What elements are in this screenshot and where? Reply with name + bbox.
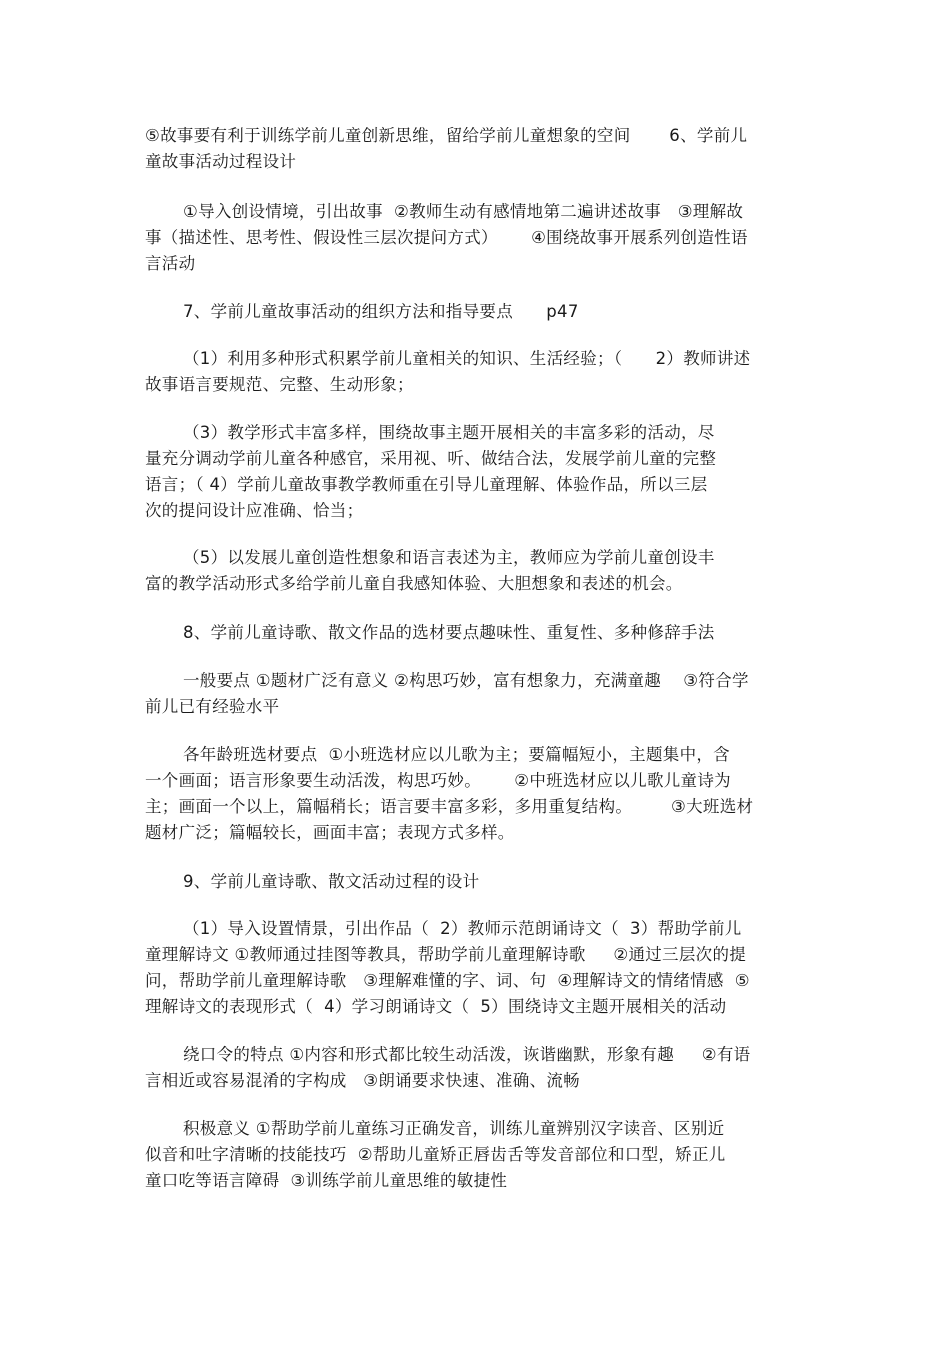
- text-line: 言相近或容易混淆的字构成 ③朗诵要求快速、准确、流畅: [145, 1071, 580, 1090]
- text-line: 童口吃等语言障碍 ③训练学前儿童思维的敏捷性: [145, 1171, 508, 1190]
- text-line: 一般要点 ①题材广泛有意义 ②构思巧妙，富有想象力，充满童趣 ③符合学: [183, 671, 749, 690]
- text-line: 次的提问设计应准确、恰当；: [145, 501, 364, 520]
- text-line: 主；画面一个以上，篇幅稍长；语言要丰富多彩，多用重复结构。 ③大班选材: [145, 797, 754, 816]
- text-line: 前儿已有经验水平: [145, 697, 280, 716]
- text-line: （1）导入设置情景，引出作品（ 2）教师示范朗诵诗文（ 3）帮助学前儿: [183, 919, 742, 938]
- text-line: 各年龄班选材要点 ①小班选材应以儿歌为主；要篇幅短小，主题集中，含: [183, 745, 730, 764]
- text-line: （5）以发展儿童创造性想象和语言表述为主，教师应为学前儿童创设丰: [183, 548, 715, 567]
- text-line: 一个画面；语言形象要生动活泼，构思巧妙。 ②中班选材应以儿歌儿童诗为: [145, 771, 731, 790]
- section-heading: 8、学前儿童诗歌、散文作品的选材要点趣味性、重复性、多种修辞手法: [183, 623, 715, 642]
- text-line: ①导入创设情境，引出故事 ②教师生动有感情地第二遍讲述故事 ③理解故: [183, 202, 744, 221]
- text-line: （3）教学形式丰富多样，围绕故事主题开展相关的丰富多彩的活动，尽: [183, 423, 715, 442]
- text-line: 问，帮助学前儿童理解诗歌 ③理解难懂的字、词、句 ④理解诗文的情绪情感 ⑤: [145, 971, 750, 990]
- text-line: 童理解诗文 ①教师通过挂图等教具，帮助学前儿童理解诗歌 ②通过三层次的提: [145, 945, 747, 964]
- text-line: 童故事活动过程设计: [145, 152, 297, 171]
- text-line: 积极意义 ①帮助学前儿童练习正确发音，训练儿童辨别汉字读音、区别近: [183, 1119, 725, 1138]
- section-heading: 9、学前儿童诗歌、散文活动过程的设计: [183, 872, 480, 891]
- text-line: 语言；（ 4）学前儿童故事教学教师重在引导儿童理解、体验作品，所以三层: [145, 475, 708, 494]
- text-line: 言活动: [145, 254, 196, 273]
- text-line: 似音和吐字清晰的技能技巧 ②帮助儿童矫正唇齿舌等发音部位和口型，矫正儿: [145, 1145, 726, 1164]
- text-line: 绕口令的特点 ①内容和形式都比较生动活泼，诙谐幽默，形象有趣 ②有语: [183, 1045, 751, 1064]
- text-line: 故事语言要规范、完整、生动形象；: [145, 375, 414, 394]
- text-line: 理解诗文的表现形式（ 4）学习朗诵诗文（ 5）围绕诗文主题开展相关的活动: [145, 997, 727, 1016]
- text-line: （1）利用多种形式积累学前儿童相关的知识、生活经验；（ 2）教师讲述: [183, 349, 751, 368]
- section-heading: 7、学前儿童故事活动的组织方法和指导要点 p47: [183, 302, 579, 321]
- text-line: ⑤故事要有利于训练学前儿童创新思维，留给学前儿童想象的空间 6、学前儿: [145, 126, 748, 145]
- text-line: 量充分调动学前儿童各种感官，采用视、听、做结合法，发展学前儿童的完整: [145, 449, 717, 468]
- text-line: 题材广泛；篇幅较长，画面丰富；表现方式多样。: [145, 823, 515, 842]
- text-line: 富的教学活动形式多给学前儿童自我感知体验、大胆想象和表述的机会。: [145, 574, 683, 593]
- text-line: 事（描述性、思考性、假设性三层次提问方式） ④围绕故事开展系列创造性语: [145, 228, 748, 247]
